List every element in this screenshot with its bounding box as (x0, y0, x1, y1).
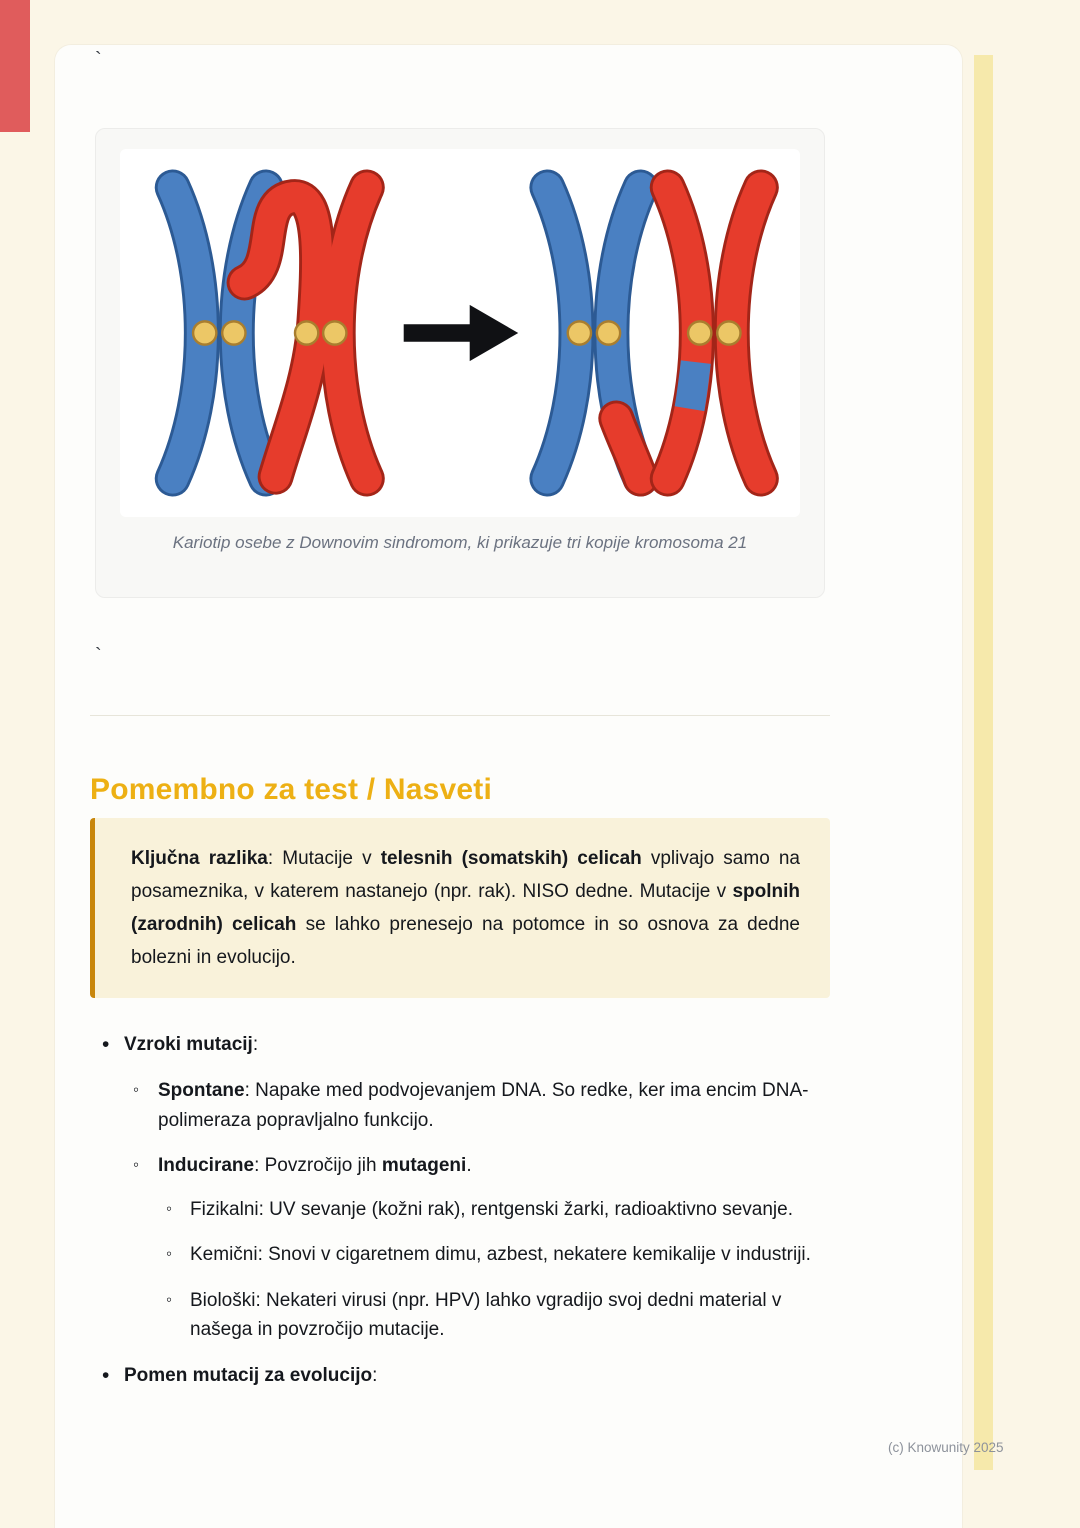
section-title: Pomembno za test / Nasveti (90, 772, 492, 806)
list-item-vzroki (90, 1030, 832, 1345)
key-points-list (90, 1030, 832, 1390)
callout-text: Ključna razlika: Mutacije v telesnih (somatskih) celicah vplivajo samo na posameznika, v katerem nastanejo (npr. rak). NISO dedne. Mutacije v spolnih (zarodnih) celicah se lahko prenesejo na potomce in so osnova za dedne bolezni in evolucijo. (131, 848, 801, 969)
list-item-text: Inducirane: Povzročijo jih mutageni. (158, 1155, 472, 1177)
list-item-text: Fizikalni: UV sevanje (kožni rak), rentgenski žarki, radioaktivno sevanje. (190, 1198, 793, 1220)
copyright-watermark: (c) Knowunity 2025 (888, 1440, 1004, 1455)
page-side-stripe (974, 55, 993, 1470)
right-arrow-icon (404, 305, 519, 361)
chromosome-translocation-illustration (130, 163, 790, 503)
list-item-spontane (124, 1076, 832, 1135)
figure-card (95, 128, 825, 598)
list-item-text: Vzroki mutacij: (124, 1034, 259, 1055)
list-item-kemicni (158, 1240, 832, 1269)
list-item-text: Kemični: Snovi v cigaretnem dimu, azbest, nekatere kemikalije v industriji. (190, 1244, 811, 1266)
chromosome-blue-after (547, 187, 640, 478)
stray-backtick-top: ` (95, 49, 102, 71)
list-item-inducirane (124, 1151, 832, 1344)
list-item-pomen (90, 1361, 832, 1390)
figure-caption: Kariotip osebe z Downovim sindromom, ki prikazuje tri kopije kromosoma 21 (172, 533, 748, 552)
stray-backtick-mid: ` (95, 645, 102, 667)
key-difference-callout (90, 818, 830, 998)
section-divider (90, 715, 830, 716)
list-item-text: Biološki: Nekateri virusi (npr. HPV) lahko vgradijo svoj dedni material v našega in povzročijo mutacije. (190, 1289, 782, 1341)
list-item-fizikalni (158, 1195, 832, 1224)
content-card (55, 45, 962, 1528)
list-item-text: Pomen mutacij za evolucijo: (124, 1364, 378, 1386)
figure-image (120, 149, 800, 517)
list-item-text: Spontane: Napake med podvojevanjem DNA. So redke, ker ima encim DNA-polimeraza popravljalno funkcijo. (158, 1080, 809, 1131)
chromosome-red-after (668, 187, 761, 478)
page-corner-accent (0, 0, 30, 132)
list-item-bioloski (158, 1286, 832, 1345)
